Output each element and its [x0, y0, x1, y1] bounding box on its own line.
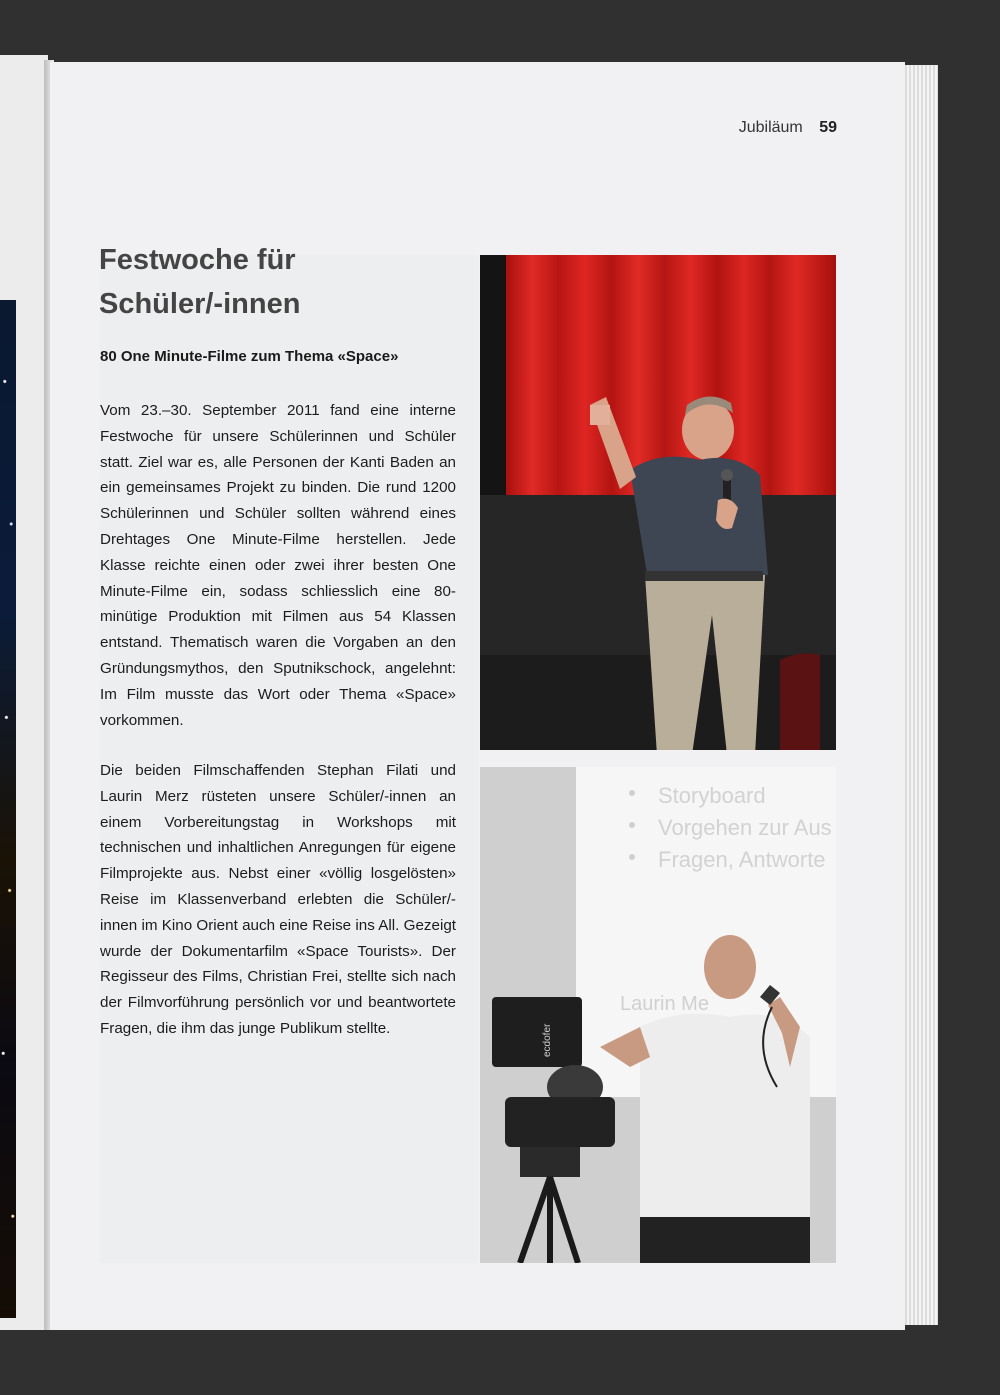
- title-line-2: Schüler/-innen: [99, 288, 301, 320]
- photo-stage-speaker: [480, 255, 836, 750]
- page-stack-edges: [905, 65, 938, 1325]
- page-number: 59: [819, 119, 837, 136]
- article-subtitle: 80 One Minute-Filme zum Thema «Space»: [100, 348, 399, 365]
- photo-presenter-slide: [480, 767, 836, 1263]
- camera-bag-label: ecdofer: [542, 1023, 553, 1057]
- section-label: Jubiläum: [738, 119, 803, 136]
- bullet-dot-2: [629, 822, 635, 828]
- slide-bullet-2: Vorgehen zur Aus: [658, 815, 832, 840]
- paragraph-2: Die beiden Filmschaffenden Stephan Filati und Laurin Merz rüsteten unsere Schüler/-innen an einem Vorbereitungstag in Workshops mit technischen und inhaltlichen Anregungen für eigene Filmprojekte aus. Nebst einer «völlig losgelösten» Reise im Klassenverband erlebten die Schüler/-innen im Kino Orient auch eine Reise ins All. Gezeigt wurde der Dokumentarfilm «Space Tourists». Der Regisseur des Films, Christian Frei, stellte sich nach der Filmvorführung persönlich vor und beantwortete Fragen, die ihm das junge Publikum stellte.: [100, 762, 456, 1037]
- title-line-1: Festwoche für: [99, 244, 296, 276]
- bullet-dot-1: [629, 790, 635, 796]
- slide-bullet-1: Storyboard: [658, 783, 766, 808]
- paragraph-1: Vom 23.–30. September 2011 fand eine interne Festwoche für unsere Schülerinnen und Schüler statt. Ziel war es, alle Personen der Kanti Baden an ein gemeinsames Projekt zu binden. Die rund 1200 Schülerinnen und Schüler sollten während eines Drehtages One Minute-Filme herstellen. Jede Klasse reichte einen oder zwei ihrer besten One Minute-Filme ein, sodass schliesslich eine 80-minütige Produktion mit Filmen aus 54 Klassen entstand. Thematisch waren die Vorgaben an den Gründungsmythos, den Sputnikschock, angelehnt: Im Film musste das Wort oder Thema «Space» vorkommen.: [100, 402, 456, 729]
- stage-speaker-illustration: [480, 255, 836, 750]
- left-page-space-photo: [0, 300, 16, 1318]
- presenter-illustration: [480, 767, 836, 1263]
- running-head: [739, 119, 837, 137]
- left-facing-page: [0, 55, 48, 1330]
- article-title: [99, 238, 459, 326]
- bullet-dot-3: [629, 854, 635, 860]
- slide-bullet-3: Fragen, Antworte: [658, 847, 826, 872]
- slide-name: Laurin Me: [620, 993, 709, 1015]
